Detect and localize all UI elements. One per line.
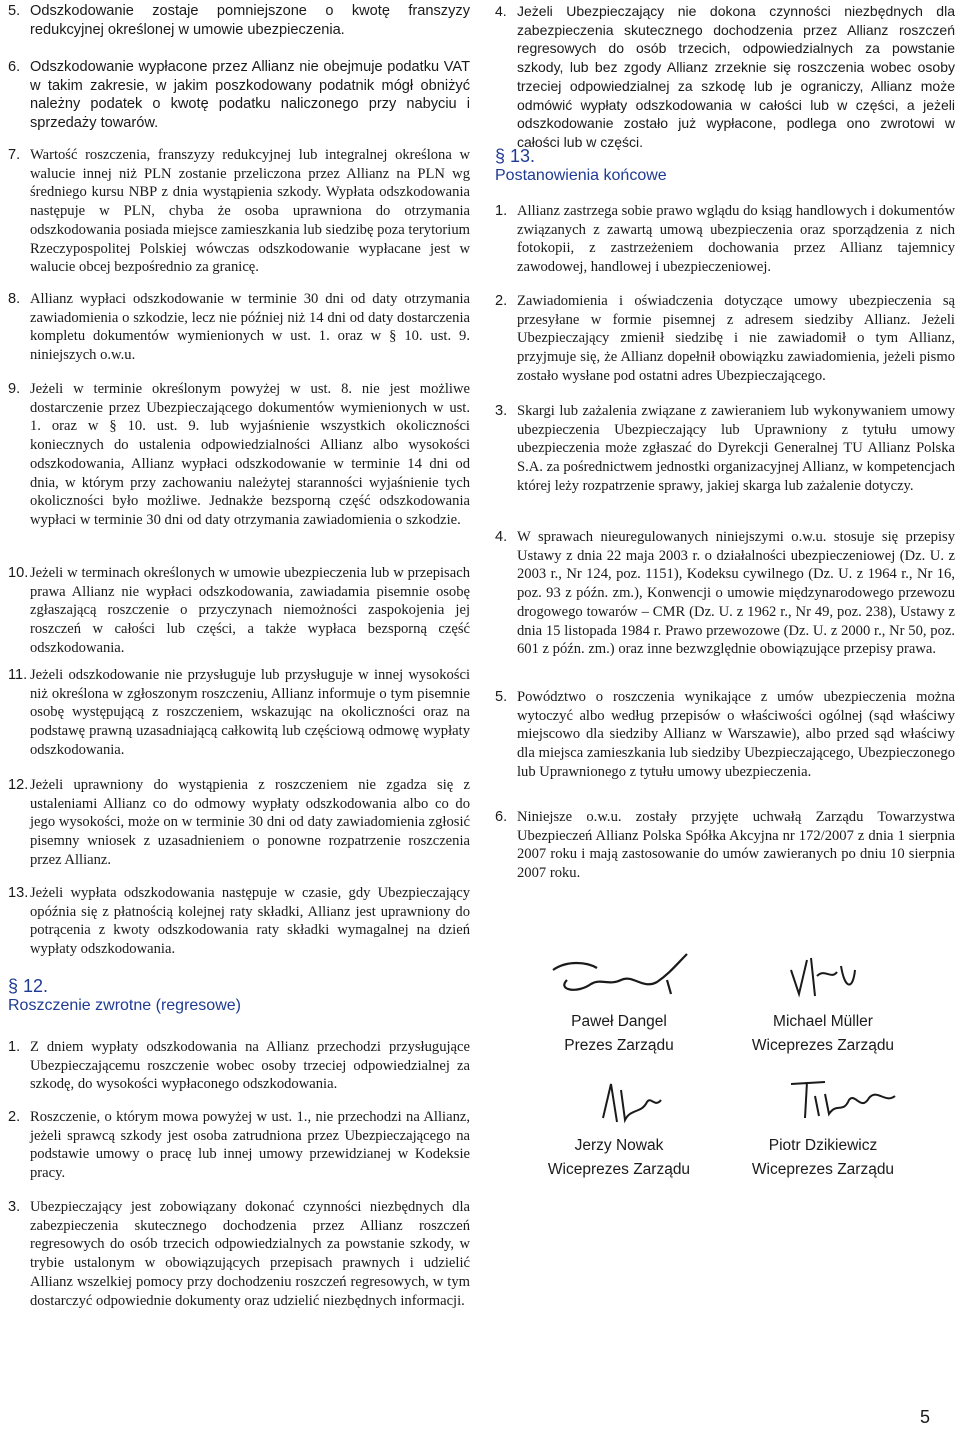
section-12-heading: § 12. Roszczenie zwrotne (regresowe) — [8, 976, 241, 1014]
signature-image — [547, 950, 697, 1006]
list-item: 6. Niniejsze o.w.u. zostały przyjęte uchwałą Zarządu Towarzystwa Ubezpieczeń Allianz Polska Spółka Akcyjna nr 172/2007 z dnia 1 sierpnia 2007 roku i mają zastosowanie do umów zawieranych po dniu 10 sierpnia 2007 roku. — [495, 809, 955, 882]
list-item: 13. Jeżeli wypłata odszkodowania następuje w czasie, gdy Ubezpieczający opóźnia się z płatnością kolejnej raty składki, Allianz jest uprawniony do potrącenia z kwoty odszkodowania raty składki wymagalnej na dzień wypłaty odszkodowania. — [8, 885, 470, 958]
list-item: 3. Ubezpieczający jest zobowiązany dokonać czynności niezbędnych dla zabezpieczenia skutecznego dochodzenia przez Allianz roszczeń regresowych do osób trzecich odpowiedzialnych za powstanie szkody, w trybie ustalonym w obowiązujących przepisach prawnych i udzielić Allianz wszelkiej pomocy przy dochodzeniu roszczeń regresowych, w tym dostarczyć odpowiednie dokumenty oraz udzielić niezbędnych informacji. — [8, 1199, 470, 1309]
list-item: 4. W sprawach nieuregulowanych niniejszymi o.w.u. stosuje się przepisy Ustawy z dnia 22 maja 2003 r. o działalności ubezpieczeniowej (Dz. U. z 2003 r., Nr 124, poz. 1151), Kodeksu cywilnego (Dz. U. z 1964 r., Nr 16, poz. 93 z późn. zm.), Konwencji o umowie międzynarodowego przewozu drogowego towarów – CMR (Dz. U. z 1962 r., Nr 49, poz. 238), Ustawy z dnia 15 listopada 1984 r. Prawo przewozowe (Dz. U. z 2000 r., Nr 50, poz. 601 z późn. zm.) oraz inne bezwzględnie obowiązujące przepisy prawa. — [495, 529, 955, 658]
section-13-heading: § 13. Postanowienia końcowe — [495, 146, 667, 184]
signature-block: Paweł Dangel Prezes Zarządu — [564, 1013, 674, 1054]
signature-block: Piotr Dzikiewicz Wiceprezes Zarządu — [751, 1137, 895, 1178]
list-item: 8. Allianz wypłaci odszkodowanie w terminie 30 dni od daty otrzymania zawiadomienia o szkodzie, lecz nie później niż 14 dni od daty dostarczenia kompletu dokumentów wymienionych w ust. 1. oraz w § 10. ust. 9. niniejszych o.w.u. — [8, 291, 470, 364]
list-item: 2. Roszczenie, o którym mowa powyżej w ust. 1., nie przechodzi na Allianz, jeżeli sprawcą szkody jest osoba zatrudniona przez Ubezpieczającego na podstawie umowy o pracę lub innej umowy przewidzianej w Kodeksie pracy. — [8, 1109, 470, 1182]
list-item: 6. Odszkodowanie wypłacone przez Allianz nie obejmuje podatku VAT w takim zakresie, w jakim poszkodowany podatnik mógł obniżyć należny podatek o kwotę podatku naliczonego przy nabyciu i sprzedaży towarów. — [8, 59, 470, 132]
page-number: 5 — [919, 1407, 930, 1427]
list-item: 3. Skargi lub zażalenia związane z zawieraniem lub wykonywaniem umowy ubezpieczenia Ubezpieczający lub Uprawniony z tytułu umowy ubezpieczenia może zgłaszać do Dyrekcji Generalnej TU Allianz Polska S.A. za pośrednictwem jednostki organizacyjnej Allianz, w kompetencjach której leży rozpatrzenie sprawy, jakiej skarga lub zażalenie dotyczy. — [495, 403, 955, 494]
list-item: 7. Wartość roszczenia, franszyzy redukcyjnej lub integralnej określona w walucie innej niż PLN zostanie przeliczona przez Allianz na PLN wg średniego kursu NBP z dnia wystąpienia szkody. Wypłata odszkodowania następuje w PLN, chyba że osoba uprawniona do otrzymania odszkodowania posiada miejsce zamieszkania lub siedzibę poza terytorium Rzeczypospolitej Polskiej wówczas odszkodowanie wypłacane jest w walucie obcej bezpośrednio za granicę. — [8, 147, 470, 276]
signature-block: Michael Müller Wiceprezes Zarządu — [751, 1013, 895, 1054]
signature-image — [595, 1078, 675, 1134]
list-item: 1. Z dniem wypłaty odszkodowania na Allianz przechodzi przysługujące Ubezpieczającemu roszczenie wobec osoby trzeciej odpowiedzialnej za szkodę, do wysokości wypłaconego odszkodowania. — [8, 1039, 470, 1093]
list-item: 12. Jeżeli uprawniony do wystąpienia z roszczeniem nie zgadza się z ustaleniami Allianz co do odmowy wypłaty odszkodowania albo co do jego wysokości, może on w terminie 30 dni od daty zawiadomienia zgłosić pisemny wniosek z uzasadnieniem o ponowne rozpatrzenie roszczenia przez Allianz. — [8, 777, 470, 868]
signature-image — [785, 950, 875, 1006]
list-item: 4. Jeżeli Ubezpieczający nie dokona czynności niezbędnych dla zabezpieczenia skutecznego dochodzenia przez Allianz roszczeń regresowych do osób trzecich, odpowiedzialnych za powstanie szkody, lub bez zgody Allianz zrzeknie się roszczenia wobec osoby trzeciej odpowiedzialnej za szkodę lub je ograniczy, Allianz może odmówić wypłaty odszkodowania w całości lub w części, a jeżeli odszkodowanie zostało już wypłacone, podlega ono zwrotowi w całości lub w części. — [495, 3, 955, 150]
signature-block: Jerzy Nowak Wiceprezes Zarządu — [547, 1137, 691, 1178]
list-item: 10. Jeżeli w terminach określonych w umowie ubezpieczenia lub w przepisach prawa Allianz nie wypłaci odszkodowania, zawiadamia pisemnie osobę zgłaszającą roszczenie o przyczynach niemożności zaspokojenia jej roszczeń w całości lub części, a także wypłaca bezsporną część odszkodowania. — [8, 565, 470, 656]
list-item: 2. Zawiadomienia i oświadczenia dotyczące umowy ubezpieczenia są przesyłane w formie pisemnej z adresem siedziby Allianz. Jeżeli Ubezpieczający zmienił siedzibę i nie zawiadomił o tym Allianz, przyjmuje się, że Allianz dopełnił obowiązku zawiadomienia, jeżeli pismo zostało wysłane pod ostatni adres Ubezpieczającego. — [495, 293, 955, 384]
list-item: 11. Jeżeli odszkodowanie nie przysługuje lub przysługuje w innej wysokości niż określona w zgłoszonym roszczeniu, Allianz informuje o tym pisemnie osobę występującą z roszczeniem, wskazując na okoliczności oraz na podstawę prawną uzasadniającą całkowitą lub częściową odmowę wypłaty odszkodowania. — [8, 667, 470, 758]
list-item: 5. Odszkodowanie zostaje pomniejszone o kwotę franszyzy redukcyjnej określonej w umowie ubezpieczenia. — [8, 3, 470, 38]
signature-image — [785, 1074, 905, 1130]
list-item: 1. Allianz zastrzega sobie prawo wglądu do ksiąg handlowych i dokumentów związanych z zawartą umową ubezpieczenia oraz sporządzenia z nich fotokopii, z zastrzeżeniem dochowania przez Allianz tajemnicy zawodowej, handlowej i ubezpieczeniowej. — [495, 203, 955, 276]
list-item: 5. Powództwo o roszczenia wynikające z umów ubezpieczenia można wytoczyć albo według przepisów o właściwości ogólnej (sąd właściwy miejscowo dla siedziby Allianz w Warszawie), albo przed sąd właściwy dla miejsca zamieszkania lub siedziby Ubezpieczającego, Ubezpieczonego lub Uprawnionego z tytułu umowy ubezpieczenia. — [495, 689, 955, 780]
list-item: 9. Jeżeli w terminie określonym powyżej w ust. 8. nie jest możliwe dostarczenie przez Ubezpieczającego dokumentów wymienionych w ust. 1. oraz w § 10. ust. 9. lub wyjaśnienie wszystkich okoliczności koniecznych do ustalenia odpowiedzialności Allianz albo wysokości odszkodowania, Allianz wypłaci odszkodowanie w terminie 14 dni od dnia, w którym przy zachowaniu należytej staranności wyjaśnienie tych okoliczności było możliwe. Jednakże bezsporną część odszkodowania wypłaci w terminie 30 dni od daty otrzymania zawiadomienia o szkodzie. — [8, 381, 470, 528]
